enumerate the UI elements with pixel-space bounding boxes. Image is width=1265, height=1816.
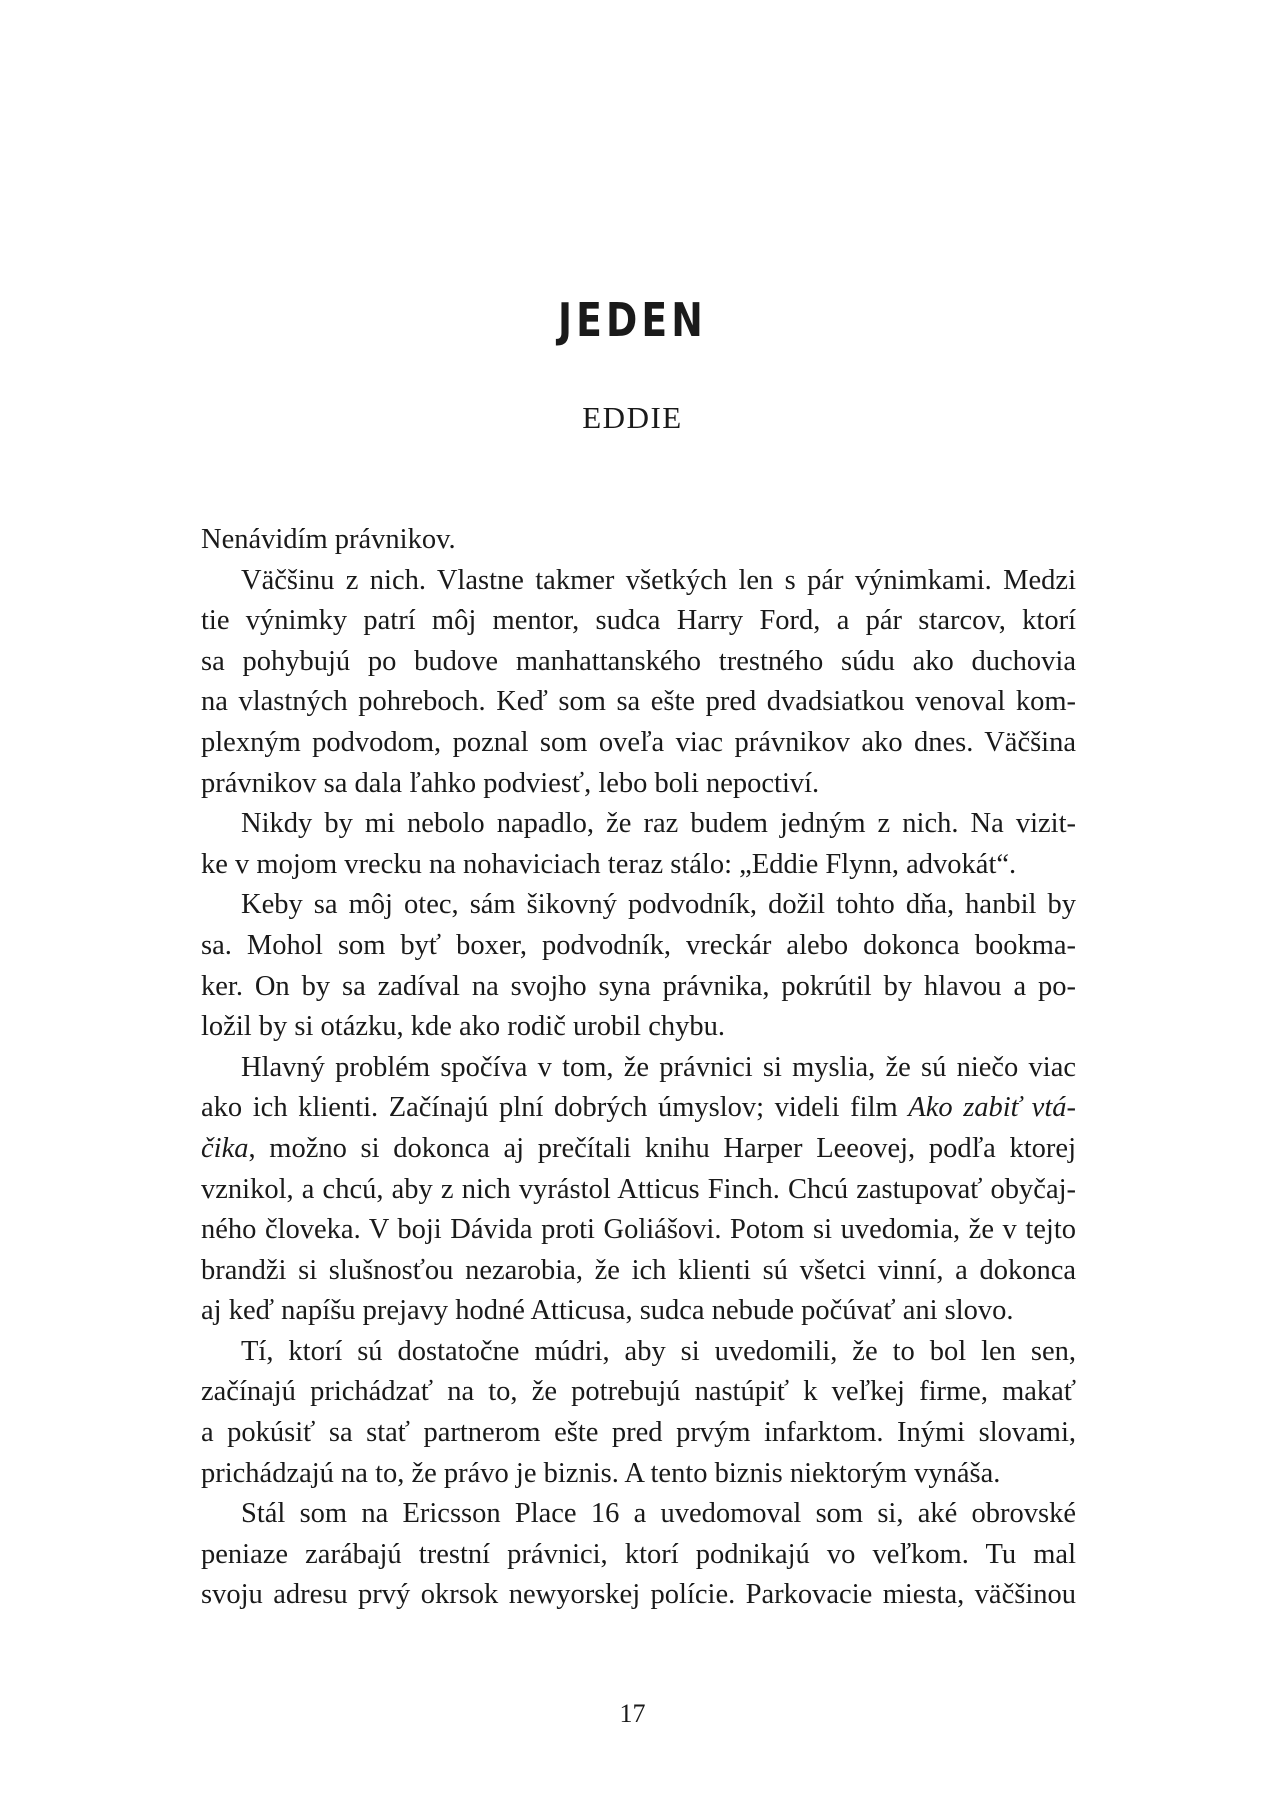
text-line: ako ich klienti. Začínajú plní dobrých úmyslov; videli film Ako zabiť vtá- [201,1092,1076,1124]
text-line: Tí, ktorí sú dostatočne múdri, aby si uvedomili, že to bol len sen, [241,1335,1076,1367]
text-line: plexným podvodom, poznal som oveľa viac právnikov ako dnes. Väčšina [201,726,1076,758]
text-line: aj keď napíšu prejavy hodné Atticusa, sudca nebude počúvať ani slovo. [201,1295,1014,1327]
text-line: Keby sa môj otec, sám šikovný podvodník, dožil tohto dňa, hanbil by [241,889,1076,921]
text-line: tie výnimky patrí môj mentor, sudca Harry Ford, a pár starcov, ktorí [201,605,1076,637]
text-line: na vlastných pohreboch. Keď som sa ešte pred dvadsiatkou venoval kom- [201,686,1076,718]
text-line: prichádzajú na to, že právo je biznis. A tento biznis niektorým vynáša. [201,1457,1001,1489]
text-line: ložil by si otázku, kde ako rodič urobil chybu. [201,1011,725,1043]
text-line: a pokúsiť sa stať partnerom ešte pred prvým infarktom. Inými slovami, [201,1417,1076,1449]
text-line: vznikol, a chcú, aby z nich vyrástol Atticus Finch. Chcú zastupovať obyčaj- [201,1173,1076,1205]
text-line: sa pohybujú po budove manhattanského trestného súdu ako duchovia [201,645,1076,677]
text-line: čika, možno si dokonca aj prečítali knihu Harper Leeovej, podľa ktorej [201,1132,1076,1164]
text-line: ker. On by sa zadíval na svojho syna právnika, pokrútil by hlavou a po- [201,970,1076,1002]
text-line: svoju adresu prvý okrsok newyorskej polície. Parkovacie miesta, väčšinou [201,1579,1076,1611]
body-text [201,520,1076,1616]
chapter-number: JEDEN [558,293,707,347]
book-title-italic: Ako zabiť vtá- [908,1092,1076,1124]
text-line: peniaze zarábajú trestní právnici, ktorí podnikajú vo veľkom. Tu mal [201,1538,1076,1570]
text-line: ného človeka. V boji Dávida proti Goliášovi. Potom si uvedomia, že v tejto [201,1214,1076,1246]
text-line: právnikov sa dala ľahko podviesť, lebo boli nepoctiví. [201,767,820,799]
text-line: Stál som na Ericsson Place 16 a uvedomoval som si, aké obrovské [241,1498,1076,1530]
book-title-italic: čika [201,1132,249,1164]
text-line: Hlavný problém spočíva v tom, že právnici si myslia, že sú niečo viac [241,1051,1076,1083]
text-line: Nikdy by mi nebolo napadlo, že raz budem jedným z nich. Na vizit- [241,808,1076,840]
text-line: Nenávidím právnikov. [201,524,456,555]
text-line: Väčšinu z nich. Vlastne takmer všetkých len s pár výnimkami. Medzi [241,564,1076,596]
text-line: ke v mojom vrecku na nohaviciach teraz stálo: „Eddie Flynn, advokát“. [201,848,1017,880]
text-line: brandži si slušnosťou nezarobia, že ich klienti sú všetci vinní, a dokonca [201,1254,1076,1286]
text-line: sa. Mohol som byť boxer, podvodník, vreckár alebo dokonca bookma- [201,929,1076,961]
text-line: začínajú prichádzať na to, že potrebujú nastúpiť k veľkej firme, makať [201,1376,1076,1408]
chapter-title: EDDIE [582,400,683,435]
page-number: 17 [619,1699,646,1728]
